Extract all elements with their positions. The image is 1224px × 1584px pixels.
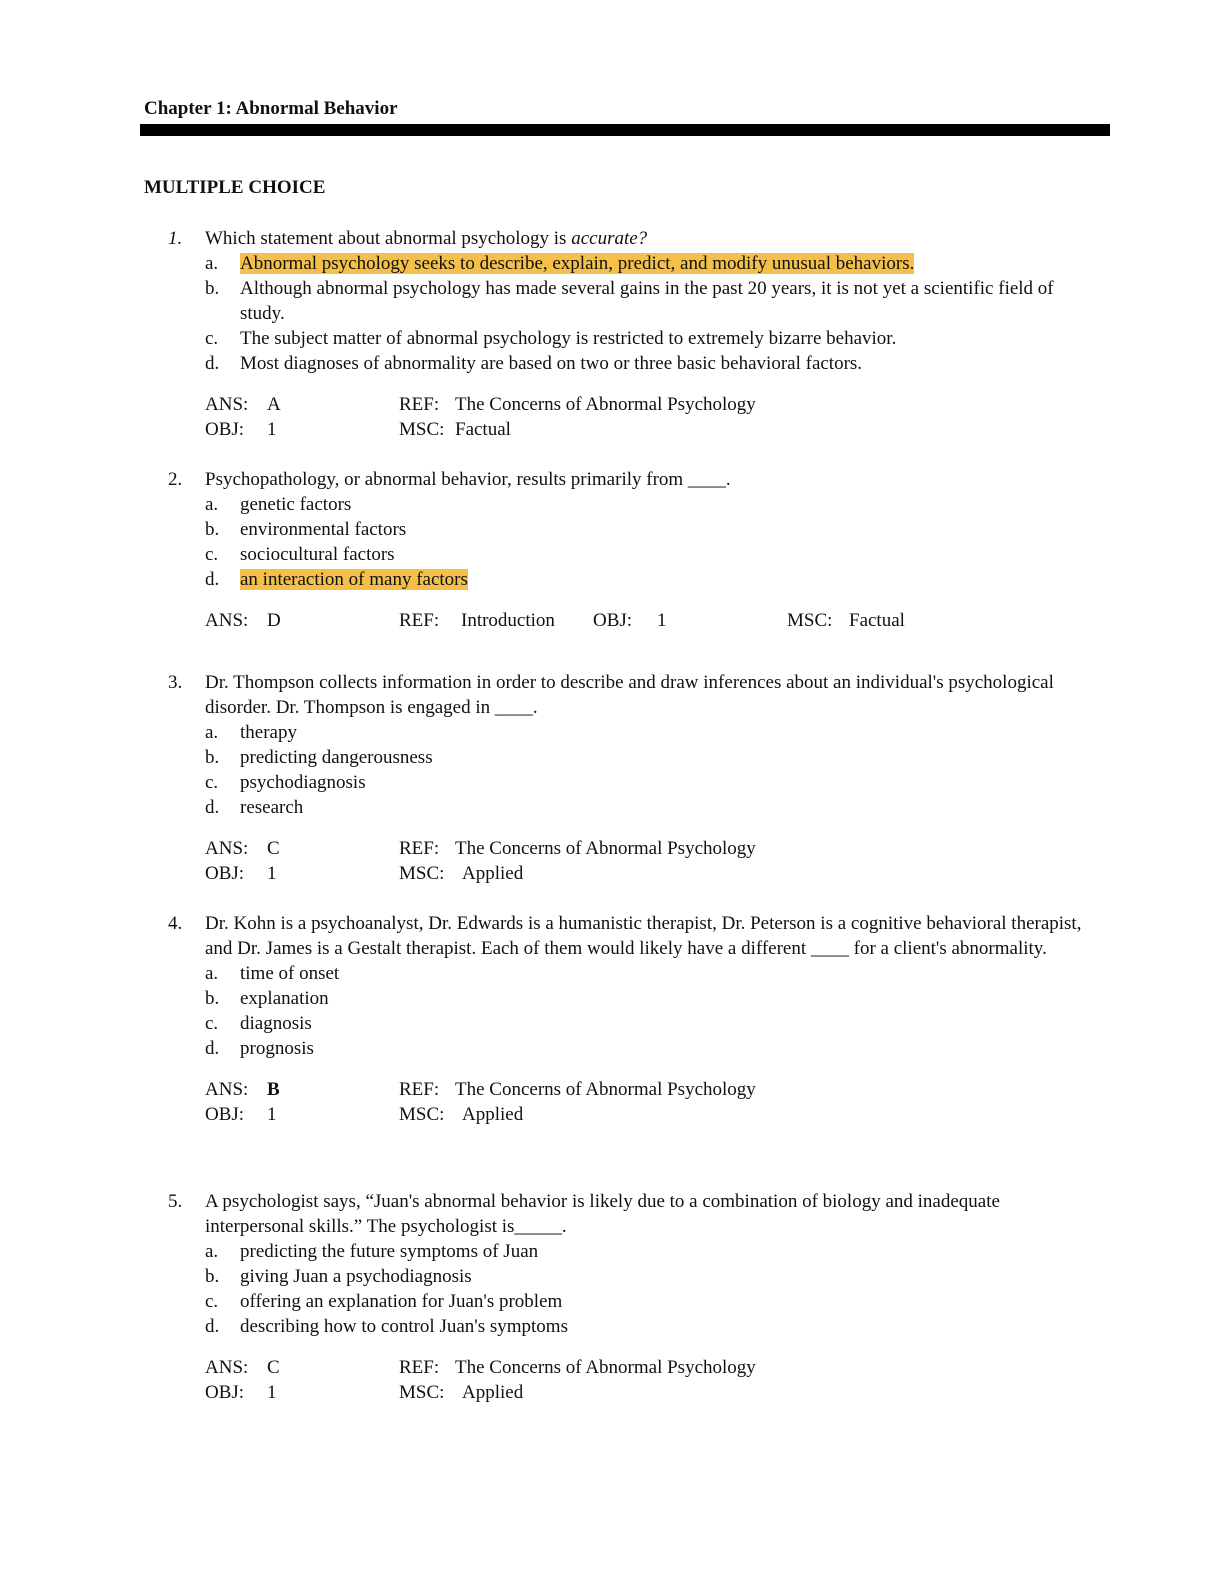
ref-value: The Concerns of Abnormal Psychology	[455, 1079, 756, 1100]
section-heading: MULTIPLE CHOICE	[144, 177, 326, 198]
question-number: 4.	[168, 913, 183, 934]
option-d: d. describing how to control Juan's symptoms	[205, 1316, 568, 1337]
option-a: a. time of onset	[205, 963, 340, 984]
emphasis: accurate?	[571, 228, 648, 249]
ref-value: The Concerns of Abnormal Psychology	[455, 394, 756, 415]
answer-value: C	[267, 838, 280, 859]
question-text: A psychologist says, “Juan's abnormal behavior is likely due to a combination of biology and inadequate interpersonal skills.” The psychologist is_____.	[205, 1191, 1000, 1237]
question-text: Which statement about abnormal psychology is accurate?	[205, 228, 648, 249]
question-4	[168, 911, 1088, 1127]
option-c: c. diagnosis	[205, 1013, 312, 1034]
answer-value: C	[267, 1357, 280, 1378]
option-a: a. genetic factors	[205, 494, 352, 515]
option-c: c. The subject matter of abnormal psychology is restricted to extremely bizarre behavior.	[205, 328, 897, 349]
answer-meta-row: ANS: D REF: Introduction OBJ: 1 MSC: Factual	[205, 610, 905, 631]
ref-value: The Concerns of Abnormal Psychology	[455, 1357, 756, 1378]
answer-value: A	[267, 394, 281, 415]
option-b: b. environmental factors	[205, 519, 407, 540]
highlighted-answer: Abnormal psychology seeks to describe, explain, predict, and modify unusual behaviors.	[240, 253, 915, 274]
question-1	[168, 226, 1088, 442]
option-d: d. prognosis	[205, 1038, 314, 1059]
question-number: 3.	[168, 672, 183, 693]
answer-meta-row: ANS: B REF: The Concerns of Abnormal Psychology	[205, 1079, 756, 1100]
option-d: d. research	[205, 797, 304, 818]
answer-meta-row: ANS: C REF: The Concerns of Abnormal Psychology	[205, 1357, 756, 1378]
chapter-title: Chapter 1: Abnormal Behavior	[144, 98, 398, 119]
option-c: c. psychodiagnosis	[205, 772, 366, 793]
answer-value: D	[267, 610, 281, 631]
option-a: a. therapy	[205, 722, 297, 743]
objective-meta-row: OBJ: 1 MSC: Factual	[205, 419, 511, 440]
objective-meta-row: OBJ: 1 MSC: Applied	[205, 863, 524, 884]
title-rule	[140, 124, 1110, 136]
question-text: Dr. Thompson collects information in order to describe and draw inferences about an individual's psychological disorder. Dr. Thompson is engaged in ____.	[205, 672, 1054, 718]
objective-meta-row: OBJ: 1 MSC: Applied	[205, 1104, 524, 1125]
option-d: d. an interaction of many factors	[205, 569, 468, 590]
option-b: b. giving Juan a psychodiagnosis	[205, 1266, 472, 1287]
question-3	[168, 670, 1088, 886]
option-a: a. Abnormal psychology seeks to describe, explain, predict, and modify unusual behaviors.	[205, 253, 915, 274]
highlighted-answer: an interaction of many factors	[240, 569, 468, 590]
answer-meta-row: ANS: A REF: The Concerns of Abnormal Psychology	[205, 394, 756, 415]
question-number: 5.	[168, 1191, 183, 1212]
answer-value: B	[267, 1079, 280, 1100]
question-number: 2.	[168, 469, 183, 490]
ref-value: The Concerns of Abnormal Psychology	[455, 838, 756, 859]
question-5	[168, 1189, 1088, 1405]
option-a: a. predicting the future symptoms of Juan	[205, 1241, 539, 1262]
question-text: Psychopathology, or abnormal behavior, results primarily from ____.	[205, 469, 731, 490]
option-b: b. predicting dangerousness	[205, 747, 433, 768]
question-number: 1.	[168, 228, 183, 249]
question-2	[168, 467, 1088, 633]
option-b: b. explanation	[205, 988, 329, 1009]
option-b: b. Although abnormal psychology has made several gains in the past 20 years, it is not yet a scientific field of study.	[205, 278, 1054, 324]
option-c: c. sociocultural factors	[205, 544, 395, 565]
option-c: c. offering an explanation for Juan's problem	[205, 1291, 563, 1312]
ref-value: Introduction	[461, 610, 555, 631]
option-d: d. Most diagnoses of abnormality are based on two or three basic behavioral factors.	[205, 353, 863, 374]
objective-meta-row: OBJ: 1 MSC: Applied	[205, 1382, 524, 1403]
question-text: Dr. Kohn is a psychoanalyst, Dr. Edwards is a humanistic therapist, Dr. Peterson is a cognitive behavioral therapist, and Dr. James is a Gestalt therapist. Each of them would likely have a different ____ for a client's abnormality.	[205, 913, 1082, 959]
answer-meta-row: ANS: C REF: The Concerns of Abnormal Psychology	[205, 838, 756, 859]
